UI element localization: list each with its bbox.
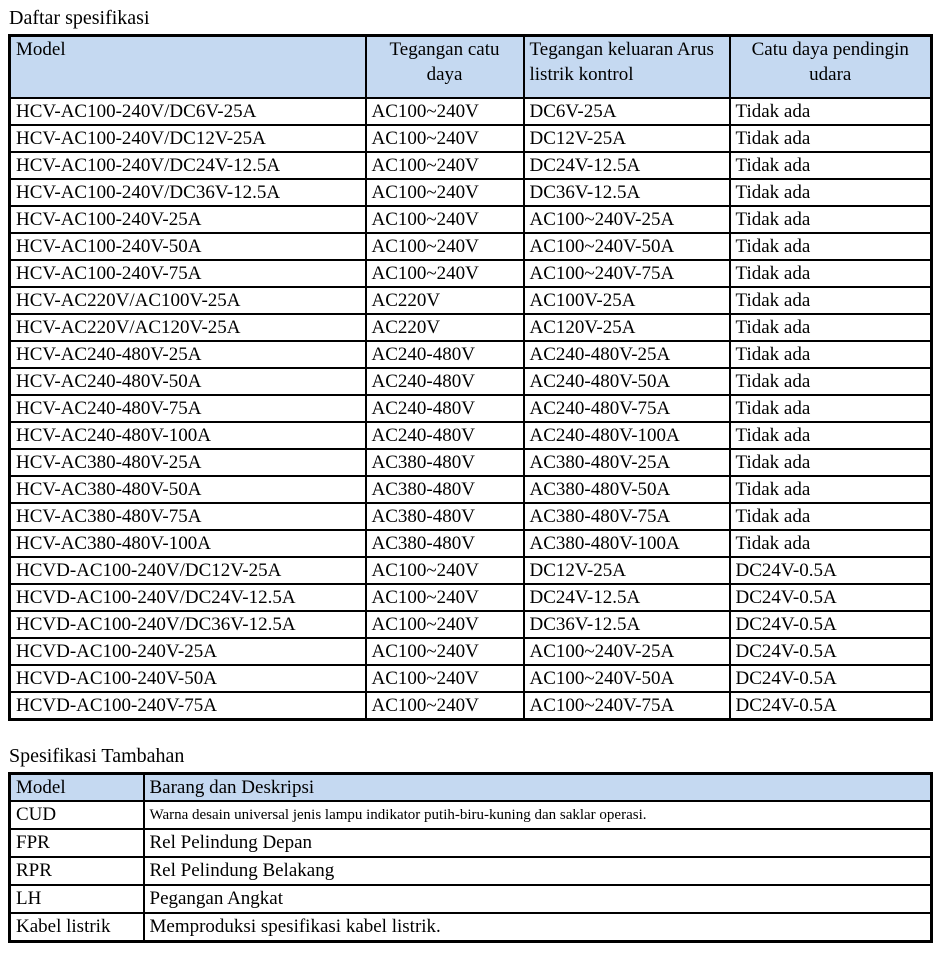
table-row bbox=[10, 98, 932, 125]
table-row bbox=[10, 368, 932, 395]
cooling-supply-cell: Tidak ada bbox=[730, 449, 932, 476]
model-cell: Kabel listrik bbox=[10, 913, 144, 942]
table-row bbox=[10, 557, 932, 584]
output-voltage-cell: DC36V-12.5A bbox=[524, 611, 730, 638]
output-voltage-cell: DC12V-25A bbox=[524, 125, 730, 152]
model-cell: HCV-AC220V/AC100V-25A bbox=[10, 287, 366, 314]
col-header-supply-voltage: Tegangan catu daya bbox=[366, 36, 524, 99]
cooling-supply-cell: Tidak ada bbox=[730, 179, 932, 206]
table-row bbox=[10, 829, 932, 857]
model-cell: HCVD-AC100-240V-75A bbox=[10, 692, 366, 720]
cooling-supply-cell: Tidak ada bbox=[730, 152, 932, 179]
col-header-model: Model bbox=[10, 36, 366, 99]
supply-voltage-cell: AC240-480V bbox=[366, 368, 524, 395]
spec-table bbox=[8, 34, 933, 721]
model-cell: HCV-AC100-240V/DC24V-12.5A bbox=[10, 152, 366, 179]
table-row bbox=[10, 395, 932, 422]
model-cell: HCV-AC380-480V-75A bbox=[10, 503, 366, 530]
model-cell: HCV-AC100-240V/DC6V-25A bbox=[10, 98, 366, 125]
model-cell: CUD bbox=[10, 801, 144, 829]
description-cell: Rel Pelindung Depan bbox=[144, 829, 932, 857]
table-row bbox=[10, 287, 932, 314]
supply-voltage-cell: AC100~240V bbox=[366, 125, 524, 152]
model-cell: HCV-AC380-480V-100A bbox=[10, 530, 366, 557]
cooling-supply-cell: Tidak ada bbox=[730, 98, 932, 125]
cooling-supply-cell: DC24V-0.5A bbox=[730, 611, 932, 638]
table-row bbox=[10, 913, 932, 942]
output-voltage-cell: DC12V-25A bbox=[524, 557, 730, 584]
cooling-supply-cell: Tidak ada bbox=[730, 476, 932, 503]
spec-table-header-row bbox=[10, 36, 932, 99]
cooling-supply-cell: Tidak ada bbox=[730, 287, 932, 314]
supply-voltage-cell: AC220V bbox=[366, 287, 524, 314]
spec-list-title: Daftar spesifikasi bbox=[9, 7, 150, 29]
output-voltage-cell: AC100V-25A bbox=[524, 287, 730, 314]
table-row bbox=[10, 152, 932, 179]
model-cell: HCV-AC100-240V-50A bbox=[10, 233, 366, 260]
cooling-supply-cell: Tidak ada bbox=[730, 206, 932, 233]
model-cell: HCV-AC220V/AC120V-25A bbox=[10, 314, 366, 341]
output-voltage-cell: AC240-480V-75A bbox=[524, 395, 730, 422]
model-cell: HCV-AC100-240V/DC36V-12.5A bbox=[10, 179, 366, 206]
table-row bbox=[10, 885, 932, 913]
additional-spec-table bbox=[8, 772, 933, 943]
supply-voltage-cell: AC100~240V bbox=[366, 260, 524, 287]
table-row bbox=[10, 801, 932, 829]
table-row bbox=[10, 638, 932, 665]
cooling-supply-cell: Tidak ada bbox=[730, 125, 932, 152]
model-cell: HCV-AC100-240V/DC12V-25A bbox=[10, 125, 366, 152]
output-voltage-cell: AC240-480V-25A bbox=[524, 341, 730, 368]
col-header-cooling-supply: Catu daya pendingin udara bbox=[730, 36, 932, 99]
table-row bbox=[10, 314, 932, 341]
table-row bbox=[10, 341, 932, 368]
output-voltage-cell: AC100~240V-25A bbox=[524, 638, 730, 665]
cooling-supply-cell: Tidak ada bbox=[730, 422, 932, 449]
cooling-supply-cell: DC24V-0.5A bbox=[730, 665, 932, 692]
cooling-supply-cell: Tidak ada bbox=[730, 260, 932, 287]
table-row bbox=[10, 665, 932, 692]
supply-voltage-cell: AC100~240V bbox=[366, 692, 524, 720]
model-cell: HCV-AC240-480V-50A bbox=[10, 368, 366, 395]
output-voltage-cell: AC380-480V-75A bbox=[524, 503, 730, 530]
cooling-supply-cell: Tidak ada bbox=[730, 314, 932, 341]
table-row bbox=[10, 692, 932, 720]
model-cell: HCVD-AC100-240V/DC36V-12.5A bbox=[10, 611, 366, 638]
model-cell: HCV-AC380-480V-25A bbox=[10, 449, 366, 476]
output-voltage-cell: DC24V-12.5A bbox=[524, 584, 730, 611]
output-voltage-cell: DC24V-12.5A bbox=[524, 152, 730, 179]
output-voltage-cell: DC36V-12.5A bbox=[524, 179, 730, 206]
table-row bbox=[10, 857, 932, 885]
cooling-supply-cell: Tidak ada bbox=[730, 503, 932, 530]
additional-table-header-row bbox=[10, 774, 932, 802]
table-row bbox=[10, 530, 932, 557]
output-voltage-cell: AC100~240V-50A bbox=[524, 665, 730, 692]
model-cell: HCV-AC100-240V-75A bbox=[10, 260, 366, 287]
output-voltage-cell: DC6V-25A bbox=[524, 98, 730, 125]
cooling-supply-cell: DC24V-0.5A bbox=[730, 557, 932, 584]
supply-voltage-cell: AC100~240V bbox=[366, 665, 524, 692]
supply-voltage-cell: AC380-480V bbox=[366, 476, 524, 503]
table-row bbox=[10, 125, 932, 152]
model-cell: HCV-AC240-480V-25A bbox=[10, 341, 366, 368]
supply-voltage-cell: AC380-480V bbox=[366, 530, 524, 557]
table-row bbox=[10, 260, 932, 287]
table-row bbox=[10, 611, 932, 638]
cooling-supply-cell: Tidak ada bbox=[730, 233, 932, 260]
supply-voltage-cell: AC100~240V bbox=[366, 611, 524, 638]
cooling-supply-cell: DC24V-0.5A bbox=[730, 692, 932, 720]
supply-voltage-cell: AC380-480V bbox=[366, 503, 524, 530]
supply-voltage-cell: AC100~240V bbox=[366, 206, 524, 233]
output-voltage-cell: AC380-480V-100A bbox=[524, 530, 730, 557]
output-voltage-cell: AC380-480V-25A bbox=[524, 449, 730, 476]
output-voltage-cell: AC100~240V-50A bbox=[524, 233, 730, 260]
cooling-supply-cell: Tidak ada bbox=[730, 341, 932, 368]
output-voltage-cell: AC100~240V-25A bbox=[524, 206, 730, 233]
description-cell: Pegangan Angkat bbox=[144, 885, 932, 913]
col-header-model: Model bbox=[10, 774, 144, 802]
table-row bbox=[10, 233, 932, 260]
supply-voltage-cell: AC220V bbox=[366, 314, 524, 341]
additional-spec-title: Spesifikasi Tambahan bbox=[9, 745, 185, 767]
supply-voltage-cell: AC240-480V bbox=[366, 395, 524, 422]
supply-voltage-cell: AC100~240V bbox=[366, 557, 524, 584]
table-row bbox=[10, 449, 932, 476]
table-row bbox=[10, 476, 932, 503]
model-cell: HCVD-AC100-240V-25A bbox=[10, 638, 366, 665]
table-row bbox=[10, 206, 932, 233]
col-header-output-voltage: Tegangan keluaran Arus listrik kontrol bbox=[524, 36, 730, 99]
supply-voltage-cell: AC100~240V bbox=[366, 233, 524, 260]
model-cell: HCV-AC380-480V-50A bbox=[10, 476, 366, 503]
description-cell: Memproduksi spesifikasi kabel listrik. bbox=[144, 913, 932, 942]
cooling-supply-cell: DC24V-0.5A bbox=[730, 638, 932, 665]
col-header-description: Barang dan Deskripsi bbox=[144, 774, 932, 802]
model-cell: HCVD-AC100-240V-50A bbox=[10, 665, 366, 692]
model-cell: HCV-AC240-480V-75A bbox=[10, 395, 366, 422]
model-cell: FPR bbox=[10, 829, 144, 857]
model-cell: HCVD-AC100-240V/DC12V-25A bbox=[10, 557, 366, 584]
cooling-supply-cell: DC24V-0.5A bbox=[730, 584, 932, 611]
model-cell: LH bbox=[10, 885, 144, 913]
description-cell: Warna desain universal jenis lampu indikator putih-biru-kuning dan saklar operasi. bbox=[144, 801, 932, 829]
table-row bbox=[10, 422, 932, 449]
output-voltage-cell: AC100~240V-75A bbox=[524, 692, 730, 720]
supply-voltage-cell: AC100~240V bbox=[366, 98, 524, 125]
output-voltage-cell: AC240-480V-100A bbox=[524, 422, 730, 449]
model-cell: HCV-AC100-240V-25A bbox=[10, 206, 366, 233]
supply-voltage-cell: AC240-480V bbox=[366, 341, 524, 368]
model-cell: RPR bbox=[10, 857, 144, 885]
supply-voltage-cell: AC380-480V bbox=[366, 449, 524, 476]
model-cell: HCV-AC240-480V-100A bbox=[10, 422, 366, 449]
cooling-supply-cell: Tidak ada bbox=[730, 368, 932, 395]
table-row bbox=[10, 179, 932, 206]
output-voltage-cell: AC380-480V-50A bbox=[524, 476, 730, 503]
description-cell: Rel Pelindung Belakang bbox=[144, 857, 932, 885]
table-row bbox=[10, 503, 932, 530]
table-row bbox=[10, 584, 932, 611]
supply-voltage-cell: AC100~240V bbox=[366, 152, 524, 179]
model-cell: HCVD-AC100-240V/DC24V-12.5A bbox=[10, 584, 366, 611]
cooling-supply-cell: Tidak ada bbox=[730, 395, 932, 422]
supply-voltage-cell: AC240-480V bbox=[366, 422, 524, 449]
output-voltage-cell: AC100~240V-75A bbox=[524, 260, 730, 287]
output-voltage-cell: AC120V-25A bbox=[524, 314, 730, 341]
output-voltage-cell: AC240-480V-50A bbox=[524, 368, 730, 395]
supply-voltage-cell: AC100~240V bbox=[366, 638, 524, 665]
supply-voltage-cell: AC100~240V bbox=[366, 179, 524, 206]
supply-voltage-cell: AC100~240V bbox=[366, 584, 524, 611]
cooling-supply-cell: Tidak ada bbox=[730, 530, 932, 557]
